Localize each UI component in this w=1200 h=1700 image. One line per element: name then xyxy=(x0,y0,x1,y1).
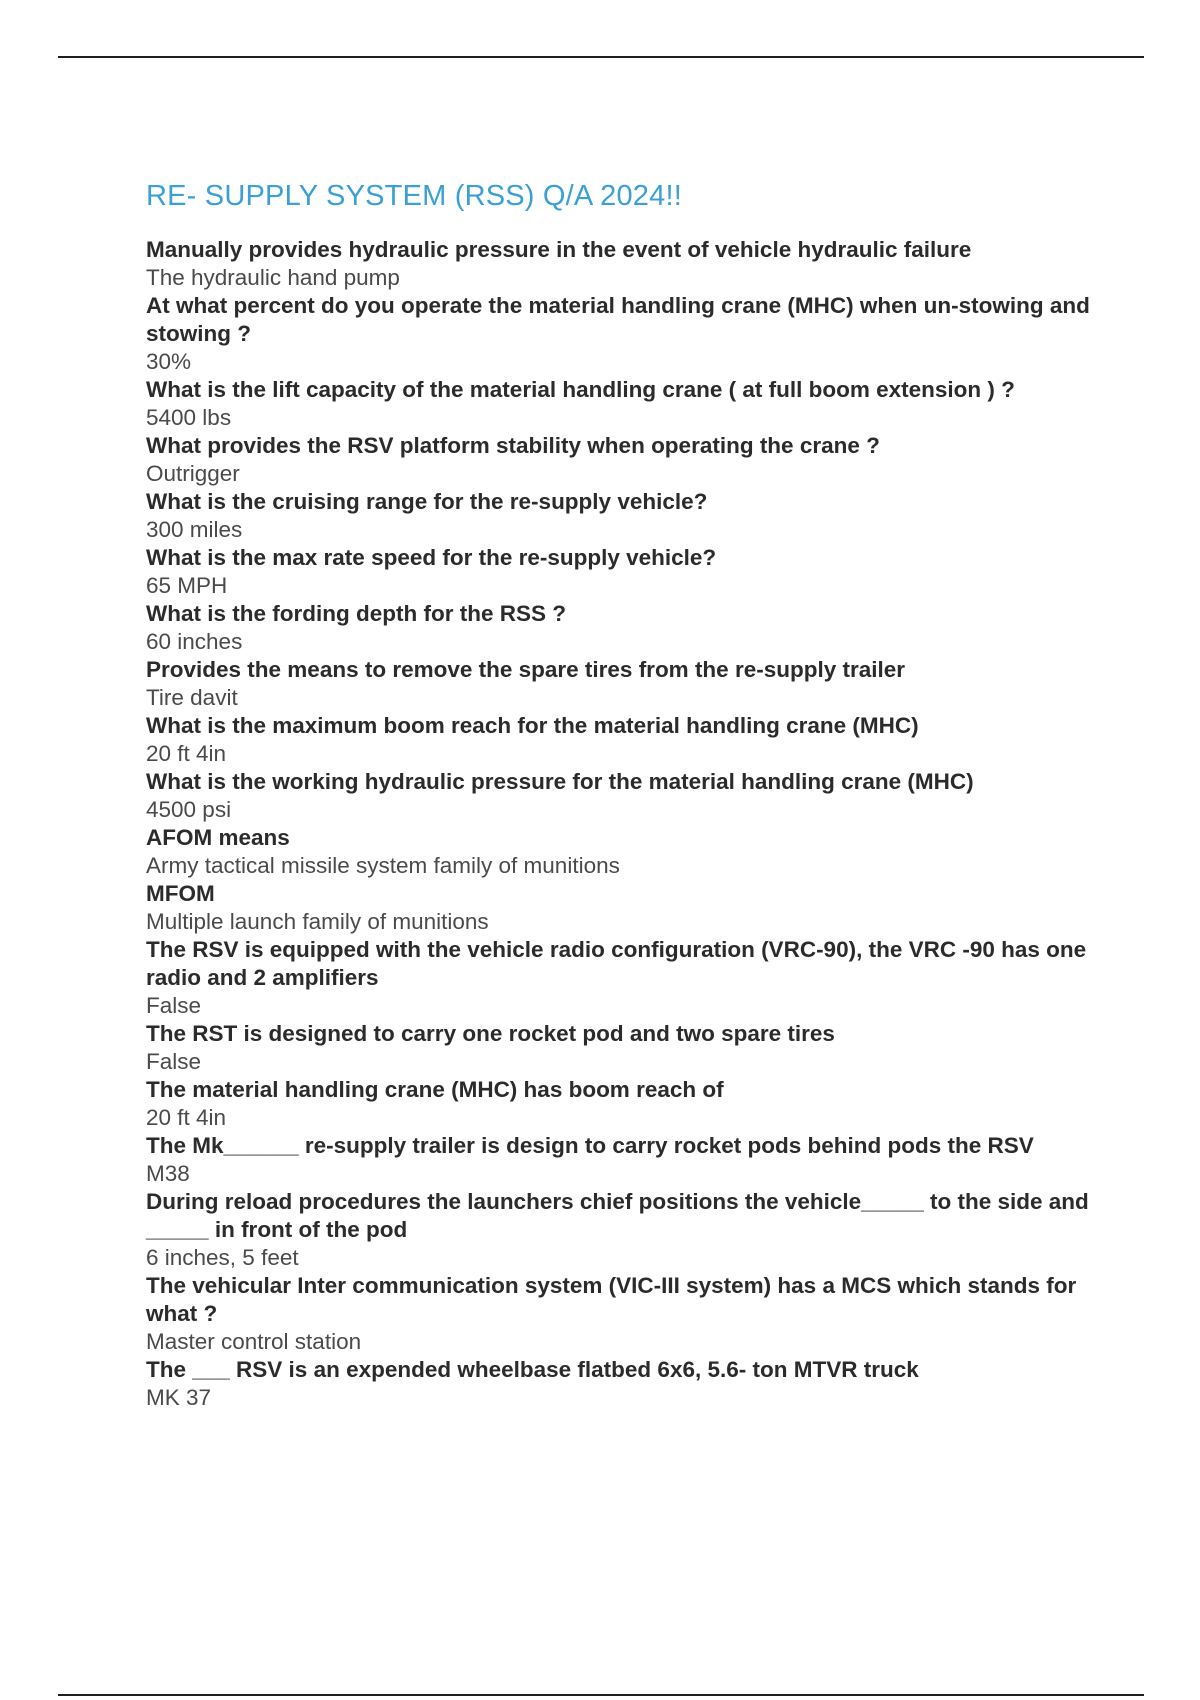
qa-item xyxy=(146,768,1126,824)
qa-item xyxy=(146,376,1126,432)
answer-text: 30% xyxy=(146,349,192,374)
question-text: The ___ RSV is an expended wheelbase flatbed 6x6, 5.6- ton MTVR truck xyxy=(146,1357,919,1382)
answer-text: The hydraulic hand pump xyxy=(146,265,400,290)
question-text: What is the lift capacity of the material handling crane ( at full boom extension ) ? xyxy=(146,377,1015,402)
question-text: The Mk______ re-supply trailer is design to carry rocket pods behind pods the RSV xyxy=(146,1133,1034,1158)
footer-rule xyxy=(58,1694,1144,1696)
qa-item xyxy=(146,544,1126,600)
qa-item xyxy=(146,712,1126,768)
question-text: Provides the means to remove the spare tires from the re-supply trailer xyxy=(146,657,906,682)
qa-item xyxy=(146,292,1126,376)
answer-text: MK 37 xyxy=(146,1385,212,1410)
question-text: What is the max rate speed for the re-supply vehicle? xyxy=(146,545,717,570)
header-rule xyxy=(58,56,1144,58)
answer-text: False xyxy=(146,993,202,1018)
question-text: AFOM means xyxy=(146,825,290,850)
question-text: MFOM xyxy=(146,881,215,906)
qa-item xyxy=(146,488,1126,544)
qa-item xyxy=(146,656,1126,712)
document-title: RE- SUPPLY SYSTEM (RSS) Q/A 2024!! xyxy=(146,180,682,212)
qa-item xyxy=(146,600,1126,656)
qa-item xyxy=(146,1356,1126,1412)
qa-item xyxy=(146,1076,1126,1132)
answer-text: 300 miles xyxy=(146,517,243,542)
answer-text: M38 xyxy=(146,1161,190,1186)
answer-text: 5400 lbs xyxy=(146,405,232,430)
answer-text: Tire davit xyxy=(146,685,238,710)
question-text: Manually provides hydraulic pressure in the event of vehicle hydraulic failure xyxy=(146,237,972,262)
answer-text: 4500 psi xyxy=(146,797,232,822)
question-text: The RST is designed to carry one rocket pod and two spare tires xyxy=(146,1021,835,1046)
qa-item xyxy=(146,936,1126,1020)
qa-item xyxy=(146,432,1126,488)
answer-text: 20 ft 4in xyxy=(146,1105,227,1130)
question-text: What is the fording depth for the RSS ? xyxy=(146,601,566,626)
qa-item xyxy=(146,1188,1126,1272)
qa-item xyxy=(146,236,1126,292)
question-text: During reload procedures the launchers chief positions the vehicle_____ to the side and _____ in front of the pod xyxy=(146,1189,1089,1242)
answer-text: Outrigger xyxy=(146,461,240,486)
qa-item xyxy=(146,1020,1126,1076)
question-text: What provides the RSV platform stability when operating the crane ? xyxy=(146,433,880,458)
answer-text: Master control station xyxy=(146,1329,362,1354)
question-text: What is the working hydraulic pressure for the material handling crane (MHC) xyxy=(146,769,974,794)
document-body xyxy=(146,178,1126,1412)
answer-text: 65 MPH xyxy=(146,573,228,598)
question-text: What is the cruising range for the re-supply vehicle? xyxy=(146,489,708,514)
question-text: The RSV is equipped with the vehicle radio configuration (VRC-90), the VRC -90 has one radio and 2 amplifiers xyxy=(146,937,1087,990)
answer-text: 6 inches, 5 feet xyxy=(146,1245,299,1270)
answer-text: 20 ft 4in xyxy=(146,741,227,766)
question-text: What is the maximum boom reach for the material handling crane (MHC) xyxy=(146,713,919,738)
question-text: The vehicular Inter communication system (VIC-III system) has a MCS which stands for what ? xyxy=(146,1273,1077,1326)
question-text: At what percent do you operate the material handling crane (MHC) when un-stowing and stowing ? xyxy=(146,293,1090,346)
answer-text: Multiple launch family of munitions xyxy=(146,909,489,934)
answer-text: False xyxy=(146,1049,202,1074)
qa-item xyxy=(146,1272,1126,1356)
answer-text: Army tactical missile system family of munitions xyxy=(146,853,620,878)
qa-item xyxy=(146,880,1126,936)
qa-item xyxy=(146,1132,1126,1188)
question-text: The material handling crane (MHC) has boom reach of xyxy=(146,1077,724,1102)
qa-item xyxy=(146,824,1126,880)
answer-text: 60 inches xyxy=(146,629,243,654)
